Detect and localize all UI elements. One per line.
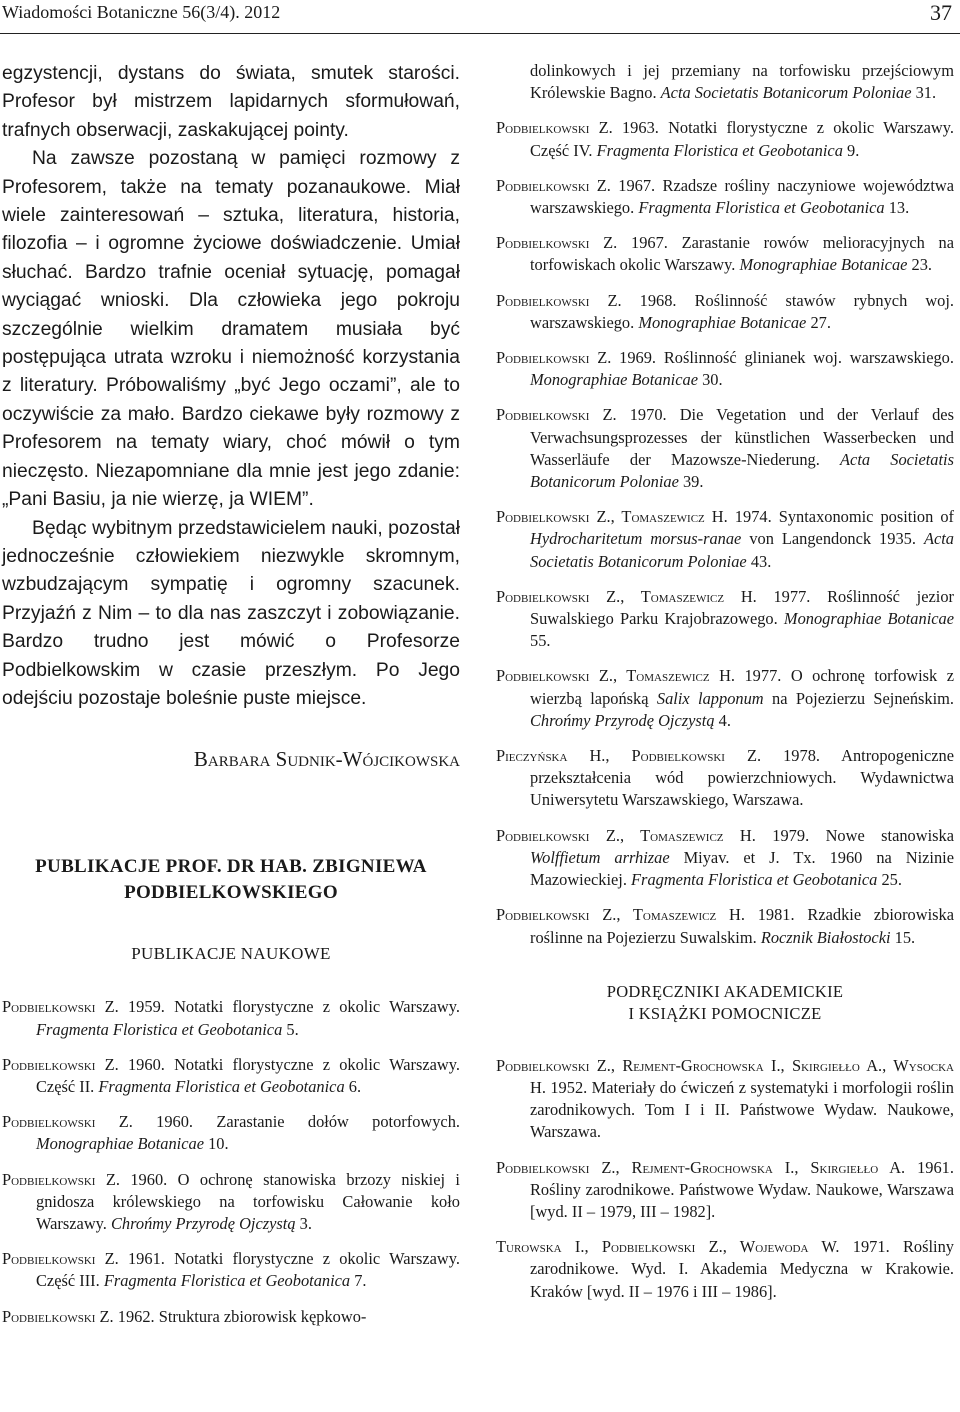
ref-volume: 23 <box>911 255 928 275</box>
ref-authors: Podbielkowski Z., Tomaszewicz H. <box>496 507 728 527</box>
ref-journal: Fragmenta Floristica et Geobotanica <box>638 198 885 218</box>
ref-punct: . <box>767 551 772 571</box>
publication-entry <box>2 1111 460 1155</box>
ref-year: 1977. <box>744 666 782 686</box>
publication-entry <box>496 745 954 812</box>
ref-year: 1959. <box>127 997 165 1017</box>
ref-year: 1969. <box>619 348 657 368</box>
ref-journal: Fragmenta Floristica et Geobotanica <box>36 1019 283 1039</box>
memorial-paragraph: egzystencji, dystans do świata, smutek starości. Profesor był mistrzem lapidarnych sformułowań, trafnych obserwacji, zaskakującej pointy. <box>2 63 460 141</box>
ref-title: Miyav. et J. Tx. 1960 na Nizinie Mazowieckiej. <box>530 847 954 890</box>
ref-volume: 31 <box>915 83 932 103</box>
ref-punct: . <box>224 1134 229 1154</box>
publication-entry <box>2 1169 460 1236</box>
publication-entry <box>496 175 954 219</box>
ref-taxon: Wolffietum arrhizae <box>530 847 670 867</box>
ref-year: 1961. <box>127 1249 165 1269</box>
ref-journal: Monographiae Botanicae <box>783 609 954 629</box>
publication-entry <box>2 1306 460 1328</box>
ref-title: Notatki florystyczne z okolic Warszawy. <box>174 997 460 1017</box>
ref-journal: Fragmenta Floristica et Geobotanica <box>103 1271 351 1291</box>
ref-journal: Monographiae Botanicae <box>530 370 698 390</box>
ref-title: Die Vegetation und der Verlauf des Verwachsungsprozesses der künstlichen Wasserbecken und Wasserläufe der Mazowsze-Niederung. <box>530 405 954 469</box>
memorial-paragraph: Będąc wybitnym przedstawicielem nauki, pozostał jednocześnie człowiekiem niezwykle skromnym, wzbudzającym sympatię i ogromny szacunek. Przyjaźń z Nim – to dla nas zaszczyt i zobowiązanie. Bardzo trudno jest mówić o Profesorze Podbielkowskim w czasie przeszłym. Po Jego odejściu pozostaje boleśnie puste miejsce. <box>2 517 460 709</box>
ref-title: Roślinność stawów rybnych woj. warszawskiego. <box>530 290 954 332</box>
ref-title: Notatki florystyczne z okolic Warszawy. Część II. <box>36 1054 460 1096</box>
ref-authors: Podbielkowski Z. <box>2 997 119 1017</box>
publications-title-line: PODBIELKOWSKIEGO <box>124 882 338 904</box>
ref-year: 1952. <box>550 1077 588 1097</box>
ref-year: 1960. <box>130 1169 168 1189</box>
ref-punct: . <box>726 710 731 730</box>
publication-entry-continued <box>496 60 954 104</box>
ref-title: Zarastanie rowów melioracyjnych na torfowiskach okolic Warszawy. <box>530 233 954 275</box>
textbook-entry <box>496 1157 954 1224</box>
right-column <box>496 60 954 1316</box>
ref-year: 1978. <box>783 746 820 766</box>
ref-year: 1971. <box>852 1237 890 1257</box>
ref-authors: Podbielkowski Z. <box>496 405 617 425</box>
ref-journal: Fragmenta Floristica et Geobotanica <box>596 140 843 160</box>
ref-title: Zarastanie dołów potorfowych. <box>216 1112 460 1132</box>
ref-title: Notatki florystyczne z okolic Warszawy. Część III. <box>36 1249 460 1291</box>
textbook-entry <box>496 1236 954 1303</box>
ref-year: 1963. <box>621 118 659 138</box>
ref-year: 1974. <box>734 507 772 527</box>
reference-list-right <box>496 117 954 948</box>
page-number: 37 <box>930 0 952 25</box>
ref-journal: Monographiae Botanicae <box>36 1134 204 1154</box>
ref-punct: . <box>897 870 902 890</box>
ref-authors: Podbielkowski Z. <box>2 1054 119 1074</box>
ref-punct: . <box>307 1213 312 1233</box>
publication-entry <box>496 506 954 573</box>
ref-volume: 6 <box>348 1076 357 1096</box>
ref-taxon: Hydrocharitetum morsus-ranae <box>530 529 742 549</box>
textbooks-heading-line: I KSIĄŻKI POMOCNICZE <box>628 1003 822 1023</box>
memorial-paragraph: Na zawsze pozostaną w pamięci rozmowy z Profesorem, także na tematy pozanaukowe. Miał wiele zainteresowań – sztuka, literatura, historia, filozofia – i ogromne życiowe doświadczenie. Umiał słuchać. Bardzo trafnie oceniał sytuację, pomagał wyciągać wnioski. Dla człowieka jego pokroju szczególnie wielkim dramatem musiała być postępująca utrata wzroku i niemożność korzystania z literatury. Próbowaliśmy „być Jego oczami”, ale to oczywiście za mało. Bardzo ciekawe były rozmowy z Profesorem na tematy wiary, choć mówił o tym nieczęsto. Niezapomniane dla mnie jest jego zdanie: „Pani Basiu, ja nie wierzę, ja WIEM”. <box>2 148 460 511</box>
publication-entry <box>496 117 954 161</box>
ref-authors: Podbielkowski Z. <box>2 1112 133 1132</box>
ref-punct: . <box>294 1019 299 1039</box>
ref-authors: Pieczyńska H., Podbielkowski Z. <box>496 746 762 766</box>
ref-volume: 5 <box>286 1019 295 1039</box>
reference-list-left <box>2 996 460 1327</box>
publication-entry <box>2 1248 460 1292</box>
ref-title: Materiały do ćwiczeń z systematyki i morfologii roślin zarodnikowych. Tom I i II. Państwowe Wydaw. Naukowe, Warszawa. <box>530 1077 954 1142</box>
ref-volume: 9 <box>847 140 856 160</box>
ref-punct: . <box>356 1076 362 1096</box>
ref-authors: Podbielkowski Z. <box>496 118 613 138</box>
ref-year: 1970. <box>629 405 667 425</box>
ref-journal: Rocznik Białostocki <box>760 927 891 947</box>
ref-year: 1981. <box>757 905 795 925</box>
running-header <box>0 0 960 34</box>
ref-volume: 10 <box>208 1134 225 1154</box>
ref-punct: . <box>927 255 933 275</box>
ref-year: 1967. <box>618 175 656 195</box>
ref-authors: Podbielkowski Z. <box>2 1306 114 1326</box>
ref-authors: Podbielkowski Z. <box>2 1249 119 1269</box>
ref-authors: Podbielkowski Z., Tomaszewicz H. <box>496 586 757 606</box>
ref-title: Syntaxonomic position of <box>778 507 954 527</box>
textbook-entry <box>496 1055 954 1144</box>
textbook-list <box>496 1055 954 1303</box>
ref-title: Rzadkie zbiorowiska roślinne na Pojezierzu Suwalskim. <box>530 905 954 947</box>
left-column <box>2 60 460 1328</box>
ref-punct: . <box>718 370 723 390</box>
ref-journal: Chrońmy Przyrodę Ojczystą <box>530 710 715 730</box>
ref-title: Notatki florystyczne z okolic Warszawy. Część IV. <box>530 118 954 160</box>
ref-title: von Langendonck 1935. <box>749 529 916 549</box>
ref-volume: 13 <box>888 198 906 218</box>
ref-journal: Acta Societatis Botanicorum Poloniae <box>530 529 954 571</box>
ref-punct: . <box>826 312 831 332</box>
ref-volume: 25 <box>881 870 898 890</box>
ref-volume: 55 <box>530 631 547 651</box>
publication-entry <box>496 404 954 493</box>
publication-entry <box>496 290 954 334</box>
ref-authors: Podbielkowski Z., Tomaszewicz H. <box>496 666 736 686</box>
ref-year: 1979. <box>772 825 810 845</box>
ref-title: O ochronę torfowisk z wierzbą lapońską <box>530 666 954 708</box>
ref-volume: 39 <box>682 472 700 492</box>
ref-title-part: dolinkowych i jej przemiany na torfowisku przejściowym Królewskie Bagno. <box>530 61 954 103</box>
ref-volume: 7 <box>354 1271 363 1291</box>
ref-authors: Podbielkowski Z. <box>2 1169 120 1189</box>
ref-punct: . <box>855 140 860 160</box>
ref-volume: 15 <box>894 927 912 947</box>
publications-title-line: PUBLIKACJE PROF. DR HAB. ZBIGNIEWA <box>35 856 427 878</box>
author-signature: Barbara Sudnik-Wójcikowska <box>193 747 460 772</box>
ref-volume: 27 <box>810 312 827 332</box>
ref-volume: 4 <box>718 710 727 730</box>
ref-title: Rośliny zarodnikowe. Państwowe Wydaw. Naukowe, Warszawa [wyd. II – 1979, III – 1982]. <box>530 1179 954 1221</box>
ref-year: 1967. <box>631 233 668 253</box>
ref-title: Rzadsze rośliny naczyniowe województwa warszawskiego. <box>530 175 954 218</box>
ref-title: Rośliny zarodnikowe. Wyd. I. Akademia Medyczna w Krakowie. Kraków [wyd. II – 1976 i III – 1986]. <box>530 1237 954 1301</box>
ref-authors: Podbielkowski Z. <box>496 175 611 195</box>
publications-subtitle: PUBLIKACJE NAUKOWE <box>131 944 331 964</box>
ref-year: 1960. <box>127 1054 165 1074</box>
ref-authors: Podbielkowski Z. <box>496 348 612 368</box>
ref-journal: Acta Societatis Botanicorum Poloniae <box>530 449 954 492</box>
ref-authors: Turowska I., Podbielkowski Z., Wojewoda W. <box>496 1237 840 1257</box>
ref-title-part: Struktura zbiorowisk kępkowo- <box>158 1306 367 1326</box>
publication-entry <box>496 347 954 391</box>
memorial-text <box>2 60 460 713</box>
journal-citation: Wiadomości Botaniczne 56(3/4). 2012 <box>2 2 281 22</box>
publication-entry <box>496 825 954 892</box>
ref-journal: Monographiae Botanicae <box>739 255 908 275</box>
ref-punct: . <box>699 472 704 492</box>
ref-volume: 3 <box>299 1213 308 1233</box>
ref-title: Nowe stanowiska <box>825 825 954 845</box>
ref-journal: Monographiae Botanicae <box>638 312 807 332</box>
ref-punct: . <box>905 198 910 218</box>
ref-authors: Podbielkowski Z. <box>496 233 618 253</box>
publication-entry <box>2 996 460 1040</box>
publication-entry <box>2 1054 460 1098</box>
ref-punct: . <box>546 631 551 651</box>
publication-entry <box>496 586 954 653</box>
ref-authors: Podbielkowski Z., Tomaszewicz H. <box>496 905 745 925</box>
ref-authors: Podbielkowski Z. <box>496 290 622 310</box>
publication-entry <box>496 665 954 732</box>
publications-title <box>2 854 460 906</box>
ref-taxon: Salix lapponum <box>656 688 764 708</box>
publication-entry <box>496 232 954 276</box>
ref-title: Antropogeniczne przekształcenia wód powierzchniowych. Wydawnictwa Uniwersytetu Warszawskiego, Warszawa. <box>530 746 954 810</box>
ref-journal: Fragmenta Floristica et Geobotanica <box>631 870 878 890</box>
ref-journal: Chrońmy Przyrodę Ojczystą <box>111 1213 296 1233</box>
ref-year: 1961. <box>917 1157 954 1177</box>
textbooks-heading-line: PODRĘCZNIKI AKADEMICKIE <box>606 981 844 1001</box>
ref-title: O ochronę stanowiska brzozy niskiej i gnidosza królewskiego na torfowisku Całowanie koło Warszawy. <box>36 1169 460 1233</box>
ref-authors: Podbielkowski Z., Tomaszewicz H. <box>496 825 756 845</box>
ref-title: Roślinność jezior Suwalskiego Parku Krajobrazowego. <box>530 586 954 629</box>
ref-year: 1960. <box>156 1112 194 1132</box>
ref-year: 1962. <box>117 1306 155 1326</box>
ref-punct: . <box>932 83 937 103</box>
ref-journal: Acta Societatis Botanicorum Poloniae <box>660 83 912 103</box>
reference-continuation <box>496 60 954 104</box>
ref-authors: Podbielkowski Z., Rejment-Grochowska I., Skirgiełło A. <box>496 1157 906 1177</box>
ref-volume: 43 <box>750 551 768 571</box>
ref-year: 1977. <box>773 586 811 606</box>
ref-title: na Pojezierzu Sejneńskim. <box>772 688 954 708</box>
textbooks-heading <box>496 981 954 1025</box>
ref-year: 1968. <box>639 290 677 310</box>
publication-entry <box>496 904 954 948</box>
ref-authors: Podbielkowski Z., Rejment-Grochowska I., Skirgiełło A., Wysocka H. <box>496 1055 954 1097</box>
ref-title: Roślinność glinianek woj. warszawskiego. <box>663 348 954 368</box>
ref-punct: . <box>362 1271 367 1291</box>
ref-volume: 30 <box>702 370 719 390</box>
ref-punct: . <box>911 927 916 947</box>
ref-journal: Fragmenta Floristica et Geobotanica <box>98 1076 345 1096</box>
